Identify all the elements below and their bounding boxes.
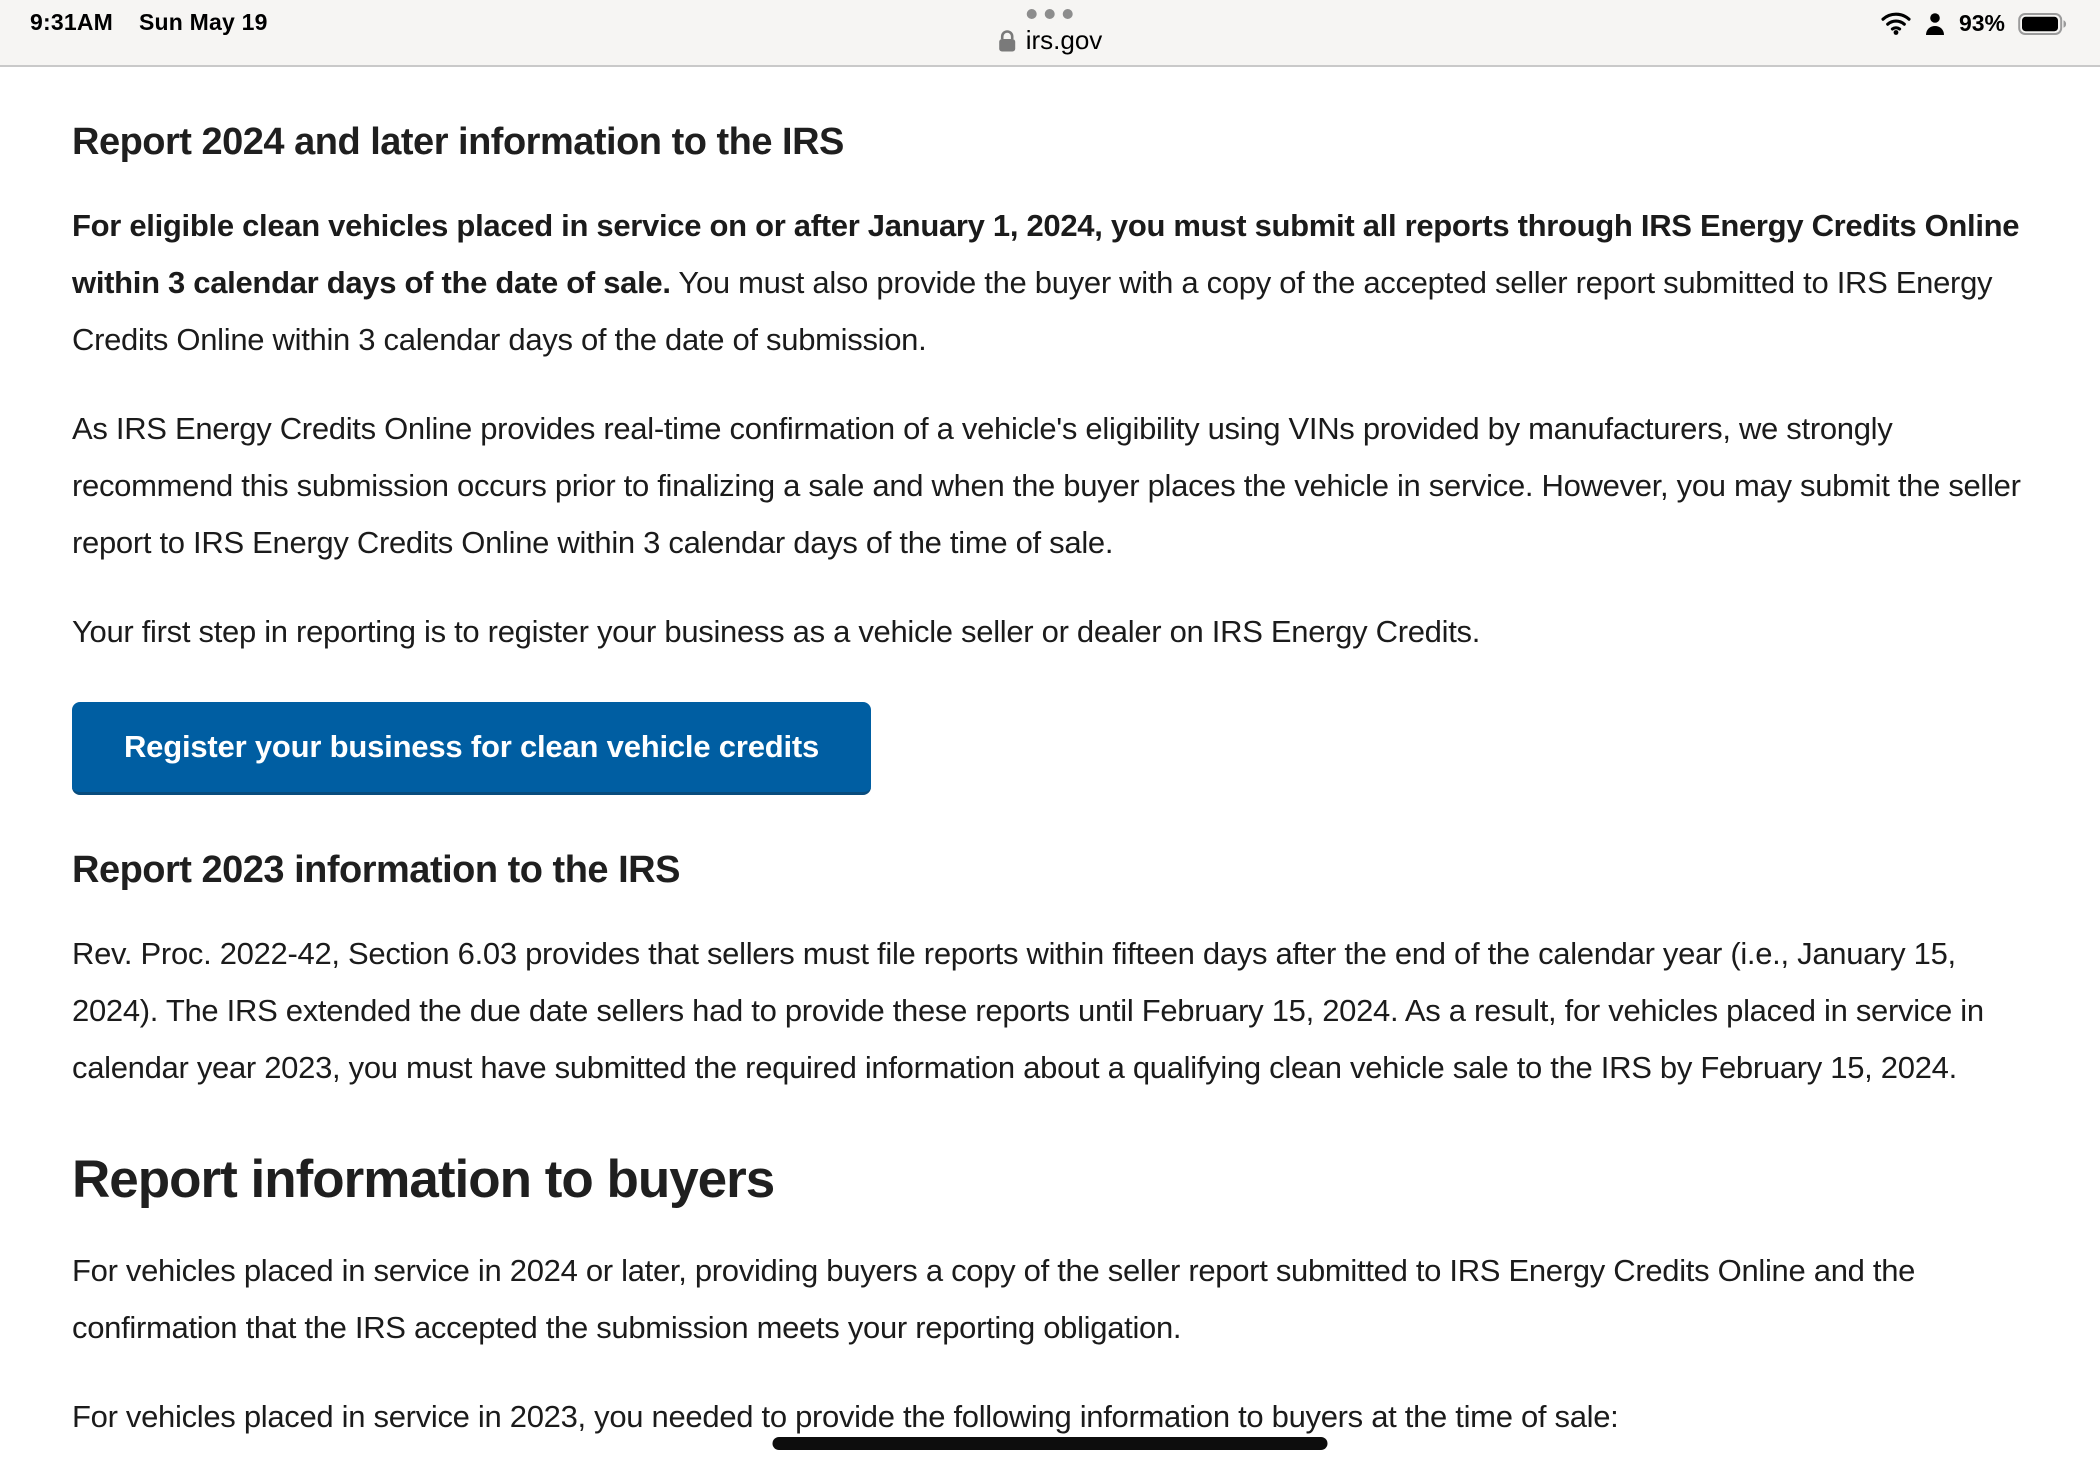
home-indicator[interactable]: [773, 1437, 1328, 1450]
heading-report-buyers: Report information to buyers: [72, 1150, 775, 1209]
url-bar[interactable]: [998, 25, 1103, 56]
paragraph-2024-bold-lead: For eligible clean vehicles placed in service on or after January 1, 2024, you must submit all reports through IRS Energy Credits Online within 3 calendar days of the date of sale.: [72, 208, 2020, 300]
paragraph-2024-rest: You must also provide the buyer with a copy of the accepted seller report submitted to IRS Energy Credits Online within 3 calendar days of the date of submission.: [72, 265, 1993, 357]
lock-icon: [998, 29, 1017, 53]
status-date: Sun May 19: [139, 9, 268, 35]
page-content: [0, 67, 2100, 1445]
paragraph-realtime-confirmation: As IRS Energy Credits Online provides real-time confirmation of a vehicle's eligibility using VINs provided by manufacturers, we strongly recommend this submission occurs prior to finalizing a sale and when the buyer places the vehicle in service. However, you may submit the seller report to IRS Energy Credits Online within 3 calendar days of the time of sale.: [72, 411, 2021, 560]
battery-icon: [2018, 12, 2068, 36]
battery-percent: 93%: [1958, 10, 2005, 36]
page-options-icon[interactable]: [998, 9, 1103, 20]
status-indicators: [1881, 10, 2068, 37]
paragraph-first-step: Your first step in reporting is to register your business as a vehicle seller or dealer on IRS Energy Credits.: [72, 614, 1481, 649]
status-bar: [0, 0, 2100, 67]
paragraph-buyers-2023: For vehicles placed in service in 2023, you needed to provide the following information to buyers at the time of sale:: [72, 1399, 1619, 1434]
status-time: 9:31AM: [30, 9, 114, 35]
dot-icon: [1045, 9, 1055, 19]
register-business-button[interactable]: Register your business for clean vehicle credits: [72, 702, 871, 795]
clock-area: [30, 9, 268, 36]
wifi-icon: [1881, 12, 1911, 35]
heading-report-2024: Report 2024 and later information to the IRS: [72, 121, 844, 163]
url-text: irs.gov: [1025, 25, 1103, 55]
paragraph-2023-rules: Rev. Proc. 2022-42, Section 6.03 provides that sellers must file reports within fifteen days after the end of the calendar year (i.e., January 15, 2024). The IRS extended the due date sellers had to provide these reports until February 15, 2024. As a result, for vehicles placed in service in calendar year 2023, you must have submitted the required information about a qualifying clean vehicle sale to the IRS by February 15, 2024.: [72, 936, 1984, 1085]
heading-report-2023: Report 2023 information to the IRS: [72, 849, 680, 891]
paragraph-2024-requirements: [72, 197, 2028, 368]
paragraph-buyers-2024: For vehicles placed in service in 2024 or later, providing buyers a copy of the seller report submitted to IRS Energy Credits Online and the confirmation that the IRS accepted the submission meets your reporting obligation.: [72, 1253, 1916, 1345]
dot-icon: [1063, 9, 1073, 19]
dot-icon: [1027, 9, 1037, 19]
user-location-icon: [1924, 12, 1946, 36]
